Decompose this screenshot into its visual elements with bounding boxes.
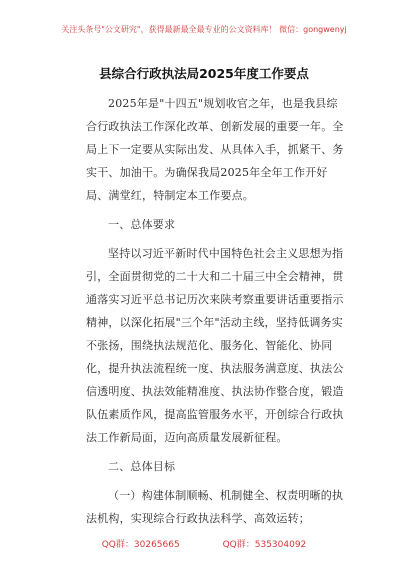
document-body: [86, 92, 346, 530]
overall-requirements-paragraph: 坚持以习近平新时代中国特色社会主义思想为指引，全面贯彻党的二十大和二十届三中全会精神，贯通落实习近平总书记历次来陕考察重要讲话重要指示精神，以深化拓展"三个年"活动主线，坚持低调务实不张扬，围绕执法规范化、服务化、智能化、协同化，提升执法流程统一度、执法服务满意度、执法公信透明度、执法效能精准度、执法协作整合度，锻造队伍素质作风，提高监管服务水平，开创综合行政执法工作新局面，迈向高质量发展新征程。: [86, 247, 344, 444]
section-heading-overall-requirements: 一、总体要求: [108, 218, 176, 231]
footer: [0, 537, 408, 550]
header-note: 关注头条号"公文研究"，获得最新最全最专业的公文资料库！ 微信：gongwenyj: [61, 25, 347, 34]
document-title: 县综合行政执法局2025年度工作要点: [99, 66, 309, 81]
intro-paragraph: 2025年是"十四五"规划收官之年，也是我县综合行政执法工作深化改革、创新发展的重要一年。全局上下一定要从实际出发、从具体入手，抓紧干、务实干、加油干。为确保我局2025年全年工作开好局、满堂红，特制定本工作要点。: [86, 97, 344, 202]
section-heading-overall-goals: 二、总体目标: [108, 460, 176, 473]
goal-item-1: （一）构建体制顺畅、机制健全、权责明晰的执法机构，实现综合行政执法科学、高效运转；: [86, 489, 344, 525]
qq-group-2: QQ群：535304092: [222, 540, 307, 550]
qq-group-1: QQ群：30265665: [101, 540, 180, 550]
